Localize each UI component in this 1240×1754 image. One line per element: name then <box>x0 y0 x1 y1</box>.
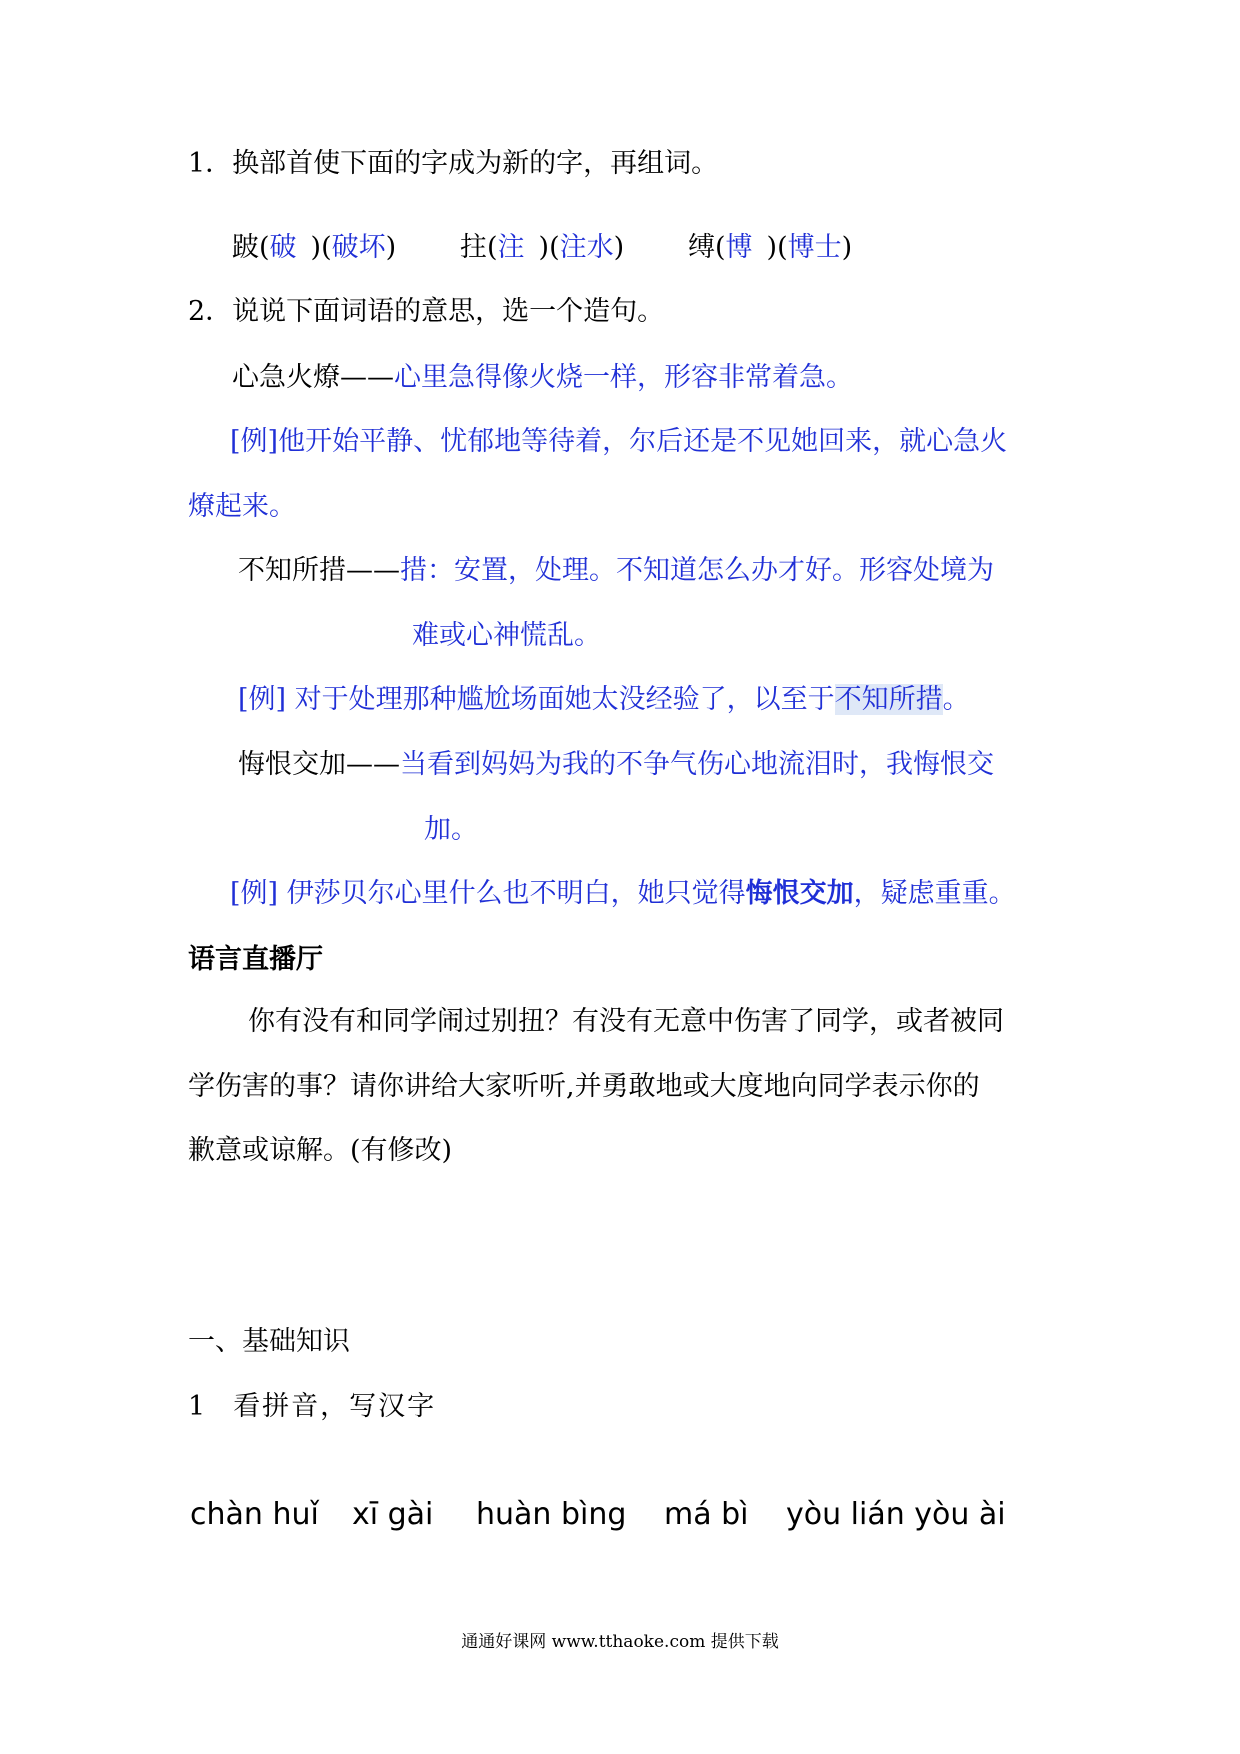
example-tag: [例] <box>238 684 287 715</box>
example-sentence <box>238 680 970 720</box>
section-title: 语言直播厅 <box>188 944 323 975</box>
example-text: 对于处理那种尴尬场面她太没经验了，以至于 <box>286 684 835 715</box>
pinyin-item: xī gài <box>352 1497 434 1532</box>
section-paragraph-line: 学伤害的事？请你讲给大家听听,并勇敢地或大度地向同学表示你的 <box>188 1071 980 1102</box>
example-end: ，疑虑重重。 <box>853 878 1016 909</box>
question-text: 看拼音，写汉字 <box>233 1391 437 1422</box>
section-paragraph-line: 你有没有和同学闹过别扭？有没有无意中伤害了同学，或者被同 <box>248 1006 1004 1037</box>
word-entry <box>238 745 994 785</box>
word-meaning-continuation: 加。 <box>424 814 478 845</box>
q1-item: 跛(破 )(破坏) <box>232 232 397 263</box>
part-title: 一、基础知识 <box>188 1326 350 1357</box>
q1-title: 1．换部首使下面的字成为新的字，再组词。 <box>188 148 719 179</box>
example-continuation: 燎起来。 <box>188 491 296 522</box>
pinyin-item: chàn huǐ <box>190 1497 319 1532</box>
word-entry <box>232 358 853 398</box>
word-term: 心急火燎—— <box>232 362 394 393</box>
section-paragraph-line: 歉意或谅解。(有修改) <box>188 1135 453 1166</box>
q2-title: 2．说说下面词语的意思，选一个造句。 <box>188 296 665 327</box>
example-sentence <box>230 422 1007 462</box>
word-meaning-continuation: 难或心神慌乱。 <box>412 620 601 651</box>
q1-item-word: 破坏 <box>331 232 386 263</box>
q1-item-char: 拄 <box>460 232 487 263</box>
word-meaning: 心里急得像火烧一样，形容非常着急。 <box>394 362 853 393</box>
page-footer: 通通好课网 www.tthaoke.com 提供下载 <box>461 1632 779 1652</box>
example-tag: [例] <box>230 426 279 457</box>
q1-item-char: 跛 <box>232 232 259 263</box>
bold-term: 悔恨交加 <box>745 878 854 909</box>
question-number: 1 <box>188 1391 208 1422</box>
word-meaning: 当看到妈妈为我的不争气伤心地流泪时，我悔恨交 <box>400 749 994 780</box>
q1-item: 拄(注 )(注水) <box>460 232 625 263</box>
highlighted-term: 不知所措 <box>834 684 943 715</box>
q1-item-answer: 破 <box>269 232 297 263</box>
example-end: 。 <box>942 684 970 715</box>
pinyin-item: huàn bìng <box>476 1497 627 1532</box>
q1-item: 缚(博 )(博士) <box>688 232 853 263</box>
example-tag: [例] <box>230 878 279 909</box>
example-text: 他开始平静、忧郁地等待着，尔后还是不见她回来，就心急火 <box>278 426 1008 457</box>
q1-item-answer: 注 <box>497 232 525 263</box>
pinyin-item: má bì <box>664 1497 749 1532</box>
question-heading <box>188 1387 436 1427</box>
word-meaning: 措：安置，处理。不知道怎么办才好。形容处境为 <box>400 555 994 586</box>
example-sentence <box>230 874 1016 914</box>
word-entry <box>238 551 994 591</box>
q1-item-word: 注水 <box>559 232 614 263</box>
example-text: 伊莎贝尔心里什么也不明白，她只觉得 <box>278 878 746 909</box>
q1-item-word: 博士 <box>787 232 842 263</box>
word-term: 悔恨交加—— <box>238 749 400 780</box>
q1-item-answer: 博 <box>725 232 753 263</box>
pinyin-item: yòu lián yòu ài <box>786 1497 1006 1532</box>
q1-item-char: 缚 <box>688 232 715 263</box>
word-term: 不知所措—— <box>238 555 400 586</box>
